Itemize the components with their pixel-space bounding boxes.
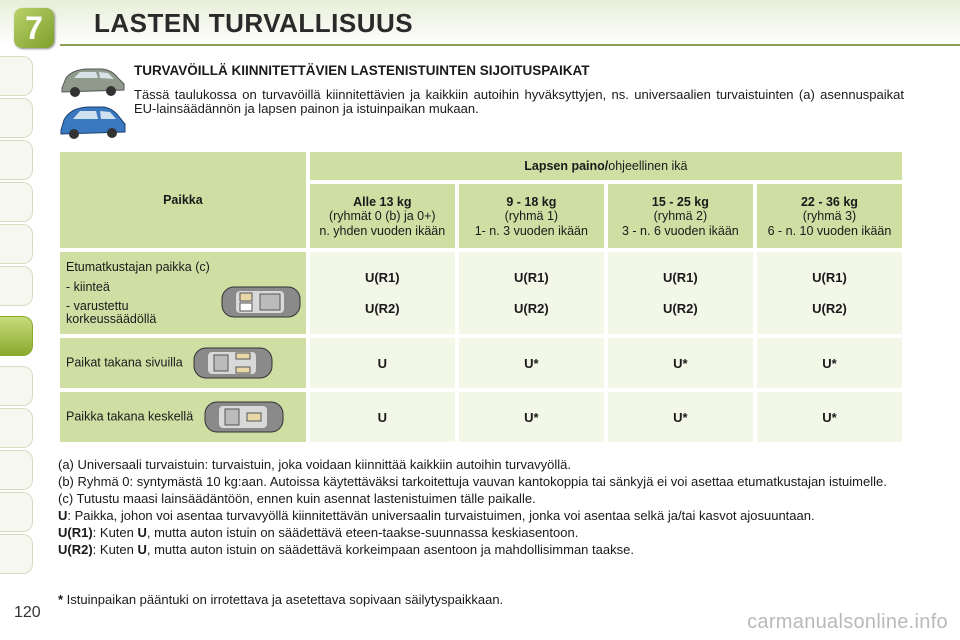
note-ur1-text-end: , mutta auton istuin on säädettävä eteen-taakse-suunnassa keskiasentoon. [146, 525, 579, 540]
note-b: (b) Ryhmä 0: syntymästä 10 kg:aan. Autoissa käytettäväksi tarkoitettuja vauvan kantokoppia tai sänkyjä ei voi asettaa etumatkustajan istuimelle. [58, 474, 887, 489]
note-ur2-u: U [137, 542, 147, 557]
header-divider [60, 44, 960, 46]
place-header: Paikka [60, 152, 306, 248]
chapter-tab-8[interactable] [0, 366, 33, 406]
chapter-tab-9[interactable] [0, 408, 33, 448]
group-label: (ryhmä 1) [504, 209, 559, 223]
place-rear-center [60, 392, 306, 442]
note-ur1-u: U [137, 525, 147, 540]
group-weight: 9 - 18 kg [506, 195, 557, 209]
value-r2: U(R2) [812, 301, 847, 316]
weight-header-bold: Lapsen paino/ [524, 159, 609, 173]
note-u-text: : Paikka, johon voi asentaa turvavyöllä kiinnitettävän universaalin turvaistuimen, jonka voi asentaa selkä ja/tai kasvot ajosuuntaan. [67, 508, 815, 523]
value-cell-rear-side-0: U [310, 338, 455, 388]
page-number: 120 [14, 604, 41, 621]
value-cell-front-2 [608, 252, 753, 334]
chapter-number-badge: 7 [14, 8, 54, 48]
note-ur2-key: U(R2) [58, 542, 93, 557]
group-age: 6 - n. 10 vuoden ikään [767, 224, 892, 238]
chapter-tab-4[interactable] [0, 182, 33, 222]
value-r2: U(R2) [663, 301, 698, 316]
chapter-tab-3[interactable] [0, 140, 33, 180]
page-header [0, 0, 960, 46]
note-ur2-text-end: , mutta auton istuin on säädettävä korkeimpaan asentoon ja mahdollisimman taakse. [146, 542, 634, 557]
chapter-tab-7-active[interactable] [0, 316, 33, 356]
value-cell-rear-center-0: U [310, 392, 455, 442]
chapter-tab-6[interactable] [0, 266, 33, 306]
note-ur2-text: : Kuten [92, 542, 138, 557]
value-r1: U(R1) [364, 270, 400, 285]
place-label: Paikka takana keskellä [66, 409, 194, 424]
note-u-key: U [58, 508, 68, 523]
note-u [58, 509, 904, 523]
blue-car-icon [61, 107, 125, 139]
group-label: (ryhmät 0 (b) ja 0+) [328, 209, 436, 223]
group-header-1 [459, 184, 604, 248]
value-cell-front-1 [459, 252, 604, 334]
chapter-tab-2[interactable] [0, 98, 33, 138]
chapter-tab-5[interactable] [0, 224, 33, 264]
note-a: (a) Universaali turvaistuin: turvaistuin, joka voidaan kiinnittää kaikkiin autoihin turvavyöllä. [58, 457, 572, 472]
group-weight: 15 - 25 kg [651, 195, 709, 209]
chapter-tab-10[interactable] [0, 450, 33, 490]
group-weight: Alle 13 kg [353, 195, 412, 209]
note-ur2 [58, 543, 904, 557]
section-title: TURVAVÖILLÄ KIINNITETTÄVIEN LASTENISTUINTEN SIJOITUSPAIKAT [134, 63, 590, 78]
footnote-star-text: Istuinpaikan pääntuki on irrotettava ja asetettava sopivaan säilytyspaikkaan. [63, 592, 504, 607]
group-weight: 22 - 36 kg [800, 195, 858, 209]
note-c: (c) Tutustu maasi lainsäädäntöön, ennen kuin asennat lastenistuimen tälle paikalle. [58, 491, 536, 506]
value-cell-rear-side-2: U* [608, 338, 753, 388]
group-header-0 [310, 184, 455, 248]
place-label: Paikat takana sivuilla [66, 355, 183, 370]
notes [58, 458, 904, 560]
chapter-tab-12[interactable] [0, 534, 33, 574]
group-header-2 [608, 184, 753, 248]
rear-side-seat-diagram-icon [192, 344, 274, 382]
value-r2: U(R2) [514, 301, 549, 316]
place-rear-side [60, 338, 306, 388]
value-cell-rear-center-1: U* [459, 392, 604, 442]
value-cell-rear-side-1: U* [459, 338, 604, 388]
group-label: (ryhmä 2) [653, 209, 708, 223]
grey-car-icon [62, 69, 124, 97]
chapter-tab-11[interactable] [0, 492, 33, 532]
group-header-3 [757, 184, 902, 248]
place-option-fixed: - kiinteä [66, 280, 110, 294]
place-title: Etumatkustajan paikka (c) [66, 260, 210, 274]
weight-header-rest: ohjeellinen ikä [608, 159, 688, 173]
rear-center-seat-diagram-icon [203, 398, 285, 436]
weight-header [310, 152, 902, 180]
place-options-layout [66, 280, 303, 326]
value-cell-front-3 [757, 252, 902, 334]
value-r2: U(R2) [364, 301, 400, 316]
note-ur1 [58, 526, 904, 540]
footnote-star [58, 592, 503, 607]
place-front-passenger [60, 252, 306, 334]
value-cell-front-0 [310, 252, 455, 334]
intro-paragraph: Tässä taulukossa on turvavöillä kiinnitettävien ja kaikkiin autoihin hyväksyttyjen, ns. universaalien turvaistuinten (a) asennuspaikat EU-lainsäädännön ja lapsen painon ja istuinpaikan mukaan. [134, 87, 904, 116]
note-ur1-text: : Kuten [92, 525, 138, 540]
car-illustrations [58, 62, 128, 142]
value-r1: U(R1) [514, 270, 549, 285]
value-r1: U(R1) [663, 270, 698, 285]
chapter-title: LASTEN TURVALLISUUS [94, 8, 414, 38]
group-age: 1- n. 3 vuoden ikään [474, 224, 588, 238]
value-cell-rear-center-2: U* [608, 392, 753, 442]
value-cell-rear-center-3: U* [757, 392, 902, 442]
watermark: carmanualsonline.info [747, 611, 948, 633]
group-label: (ryhmä 3) [802, 209, 857, 223]
value-cell-rear-side-3: U* [757, 338, 902, 388]
group-age: 3 - n. 6 vuoden ikään [622, 224, 739, 238]
place-option-adjustable: - varustettu korkeussäädöllä [66, 299, 157, 326]
chapter-tabs [0, 56, 40, 576]
group-age: n. yhden vuoden ikään [319, 224, 446, 238]
footnote-star-key: * [58, 592, 64, 607]
value-r1: U(R1) [812, 270, 847, 285]
child-seat-table [56, 148, 906, 446]
seat-diagram-cell [219, 280, 303, 326]
chapter-tab-1[interactable] [0, 56, 33, 96]
front-seat-diagram-icon [220, 283, 302, 321]
place-options [66, 280, 219, 326]
note-ur1-key: U(R1) [58, 525, 93, 540]
